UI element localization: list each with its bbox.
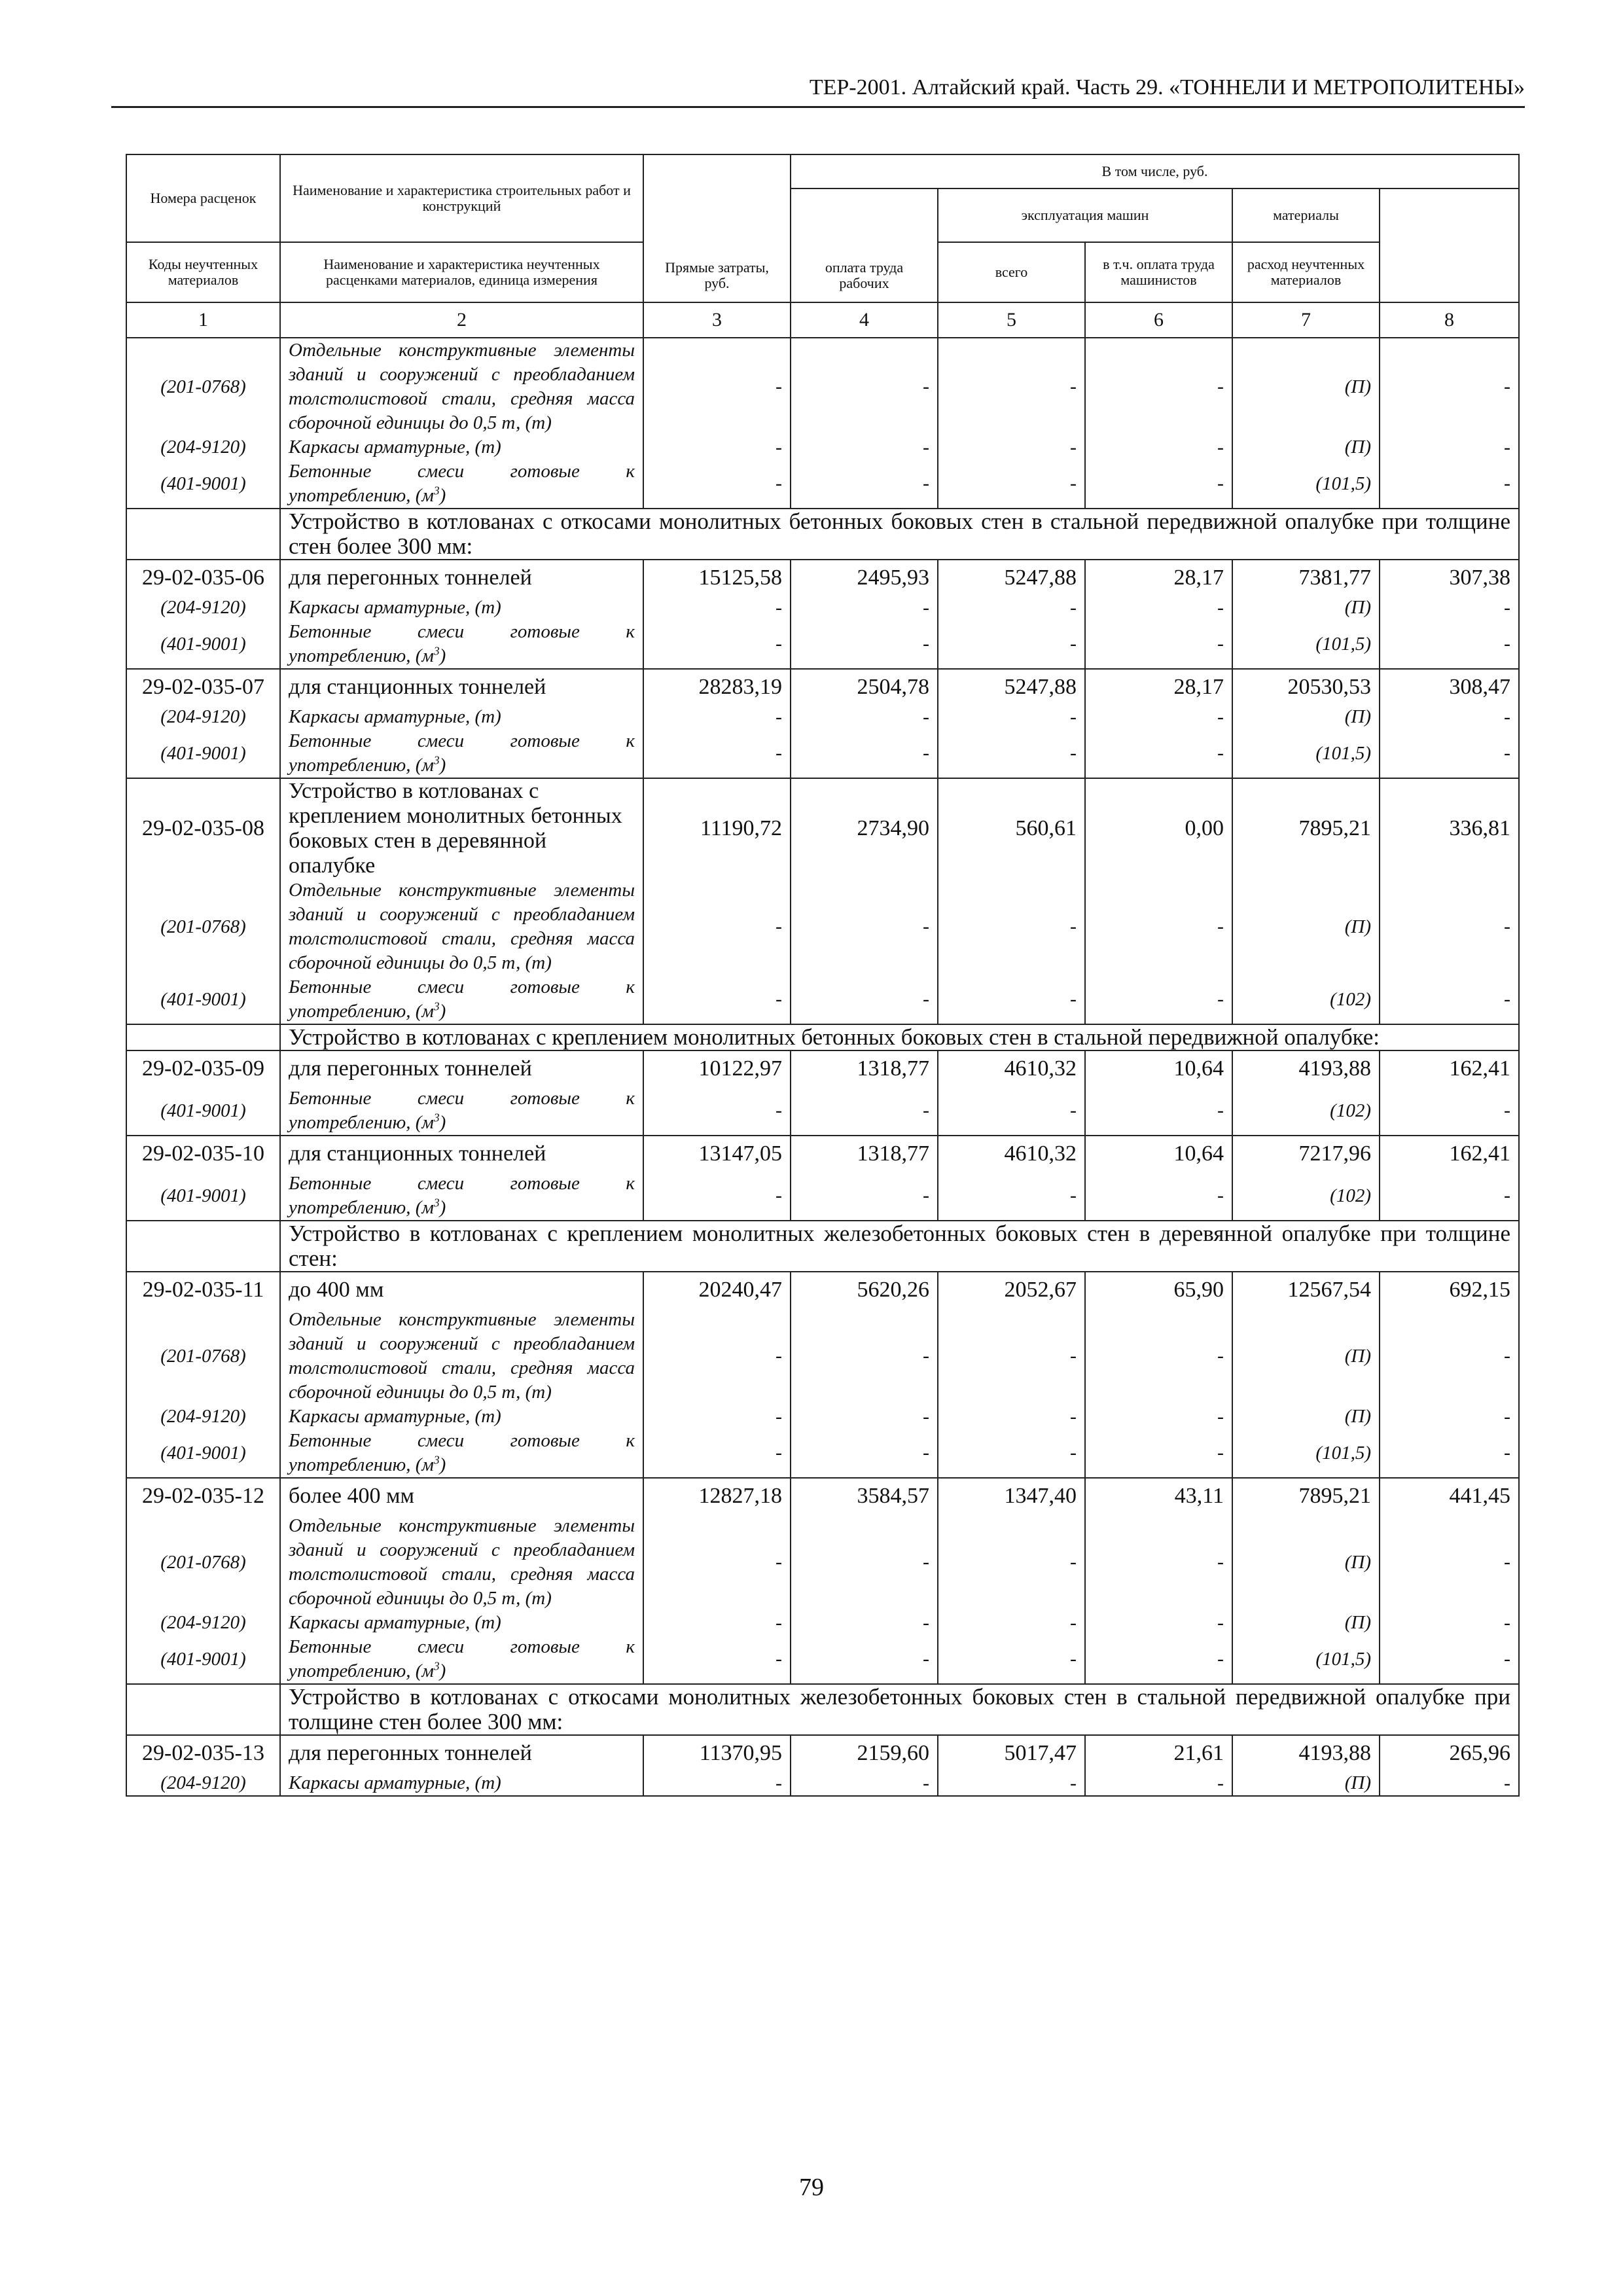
machinist-pay-value: 28,17: [1085, 669, 1232, 705]
section-heading-row: [126, 1221, 1519, 1272]
worker-pay-value: 2159,60: [791, 1735, 938, 1771]
header-material-codes: Коды неучтенных материалов: [126, 242, 280, 302]
direct-costs-value: 28283,19: [643, 669, 791, 705]
material-consumption-value: (П): [1232, 878, 1380, 975]
machines-total-value: -: [938, 1308, 1085, 1405]
worker-pay-value: -: [791, 1086, 938, 1136]
worker-pay-value: 2504,78: [791, 669, 938, 705]
machines-total-value: 5247,88: [938, 560, 1085, 596]
labor-hours-value: -: [1380, 1429, 1519, 1478]
machinist-pay-value: -: [1085, 596, 1232, 620]
section-heading: Устройство в котлованах с откосами монолитных железобетонных боковых стен в стальной передвижной опалубке при толщине стен более 300 мм:: [280, 1684, 1519, 1735]
direct-costs-value: 10122,97: [643, 1050, 791, 1086]
material-code: (201-0768): [126, 1308, 280, 1405]
material-code: (401-9001): [126, 1086, 280, 1136]
material-code: (204-9120): [126, 1405, 280, 1429]
material-code: (401-9001): [126, 1172, 280, 1221]
machines-total-value: 4610,32: [938, 1050, 1085, 1086]
header-work-name: Наименование и характеристика строительных работ и конструкций: [280, 154, 643, 242]
rate-code: 29-02-035-07: [126, 669, 280, 705]
rate-code: 29-02-035-13: [126, 1735, 280, 1771]
machinist-pay-value: -: [1085, 1172, 1232, 1221]
material-row: [126, 705, 1519, 729]
rate-code: 29-02-035-11: [126, 1272, 280, 1308]
material-code: (401-9001): [126, 1635, 280, 1684]
direct-costs-value: 12827,18: [643, 1478, 791, 1514]
direct-costs-value: 13147,05: [643, 1136, 791, 1172]
worker-pay-value: -: [791, 1172, 938, 1221]
material-row: [126, 459, 1519, 509]
worker-pay-value: -: [791, 1771, 938, 1796]
direct-costs-value: -: [643, 1172, 791, 1221]
machines-total-value: 5247,88: [938, 669, 1085, 705]
worker-pay-value: -: [791, 1611, 938, 1635]
material-row: [126, 975, 1519, 1024]
direct-costs-value: 15125,58: [643, 560, 791, 596]
labor-hours-value: -: [1380, 1086, 1519, 1136]
material-row: [126, 1611, 1519, 1635]
work-name: для станционных тоннелей: [280, 669, 643, 705]
header-machinist-pay: в т.ч. оплата труда машинистов: [1085, 242, 1232, 302]
worker-pay-value: -: [791, 878, 938, 975]
material-code: (201-0768): [126, 1514, 280, 1611]
direct-costs-value: -: [643, 729, 791, 778]
machinist-pay-value: 10,64: [1085, 1050, 1232, 1086]
machinist-pay-value: 65,90: [1085, 1272, 1232, 1308]
direct-costs-value: 20240,47: [643, 1272, 791, 1308]
material-consumption-value: (101,5): [1232, 1635, 1380, 1684]
material-code: (204-9120): [126, 1771, 280, 1796]
material-consumption-value: (П): [1232, 596, 1380, 620]
material-row: [126, 1514, 1519, 1611]
material-consumption-value: (П): [1232, 705, 1380, 729]
material-row: [126, 1308, 1519, 1405]
direct-costs-value: -: [643, 596, 791, 620]
header-material-name: Наименование и характеристика неучтенных расценками материалов, единица измерения: [280, 242, 643, 302]
material-row: [126, 1635, 1519, 1684]
material-name: Бетонные смеси готовые к употреблению, $(м^3)$: [280, 975, 643, 1024]
material-consumption-value: (П): [1232, 1514, 1380, 1611]
rate-code: 29-02-035-06: [126, 560, 280, 596]
material-name: Бетонные смеси готовые к употреблению, $(м^3)$: [280, 1635, 643, 1684]
material-row: [126, 620, 1519, 669]
worker-pay-value: -: [791, 620, 938, 669]
machines-total-value: -: [938, 596, 1085, 620]
labor-hours-value: 441,45: [1380, 1478, 1519, 1514]
column-number: 5: [938, 302, 1085, 338]
worker-pay-value: -: [791, 729, 938, 778]
rate-row: [126, 1735, 1519, 1771]
material-consumption-value: 4193,88: [1232, 1735, 1380, 1771]
material-name: Бетонные смеси готовые к употреблению, $(м^3)$: [280, 1086, 643, 1136]
material-name: Отдельные конструктивные элементы зданий и сооружений с преобладанием толстолистовой стали, средняя масса сборочной единицы до 0,5 т, (т): [280, 1514, 643, 1611]
direct-costs-value: -: [643, 1405, 791, 1429]
material-consumption-value: (102): [1232, 1172, 1380, 1221]
material-row: [126, 878, 1519, 975]
column-number: 8: [1380, 302, 1519, 338]
material-consumption-value: (102): [1232, 975, 1380, 1024]
worker-pay-value: -: [791, 1429, 938, 1478]
material-row: [126, 338, 1519, 435]
work-name: до 400 мм: [280, 1272, 643, 1308]
labor-hours-value: 162,41: [1380, 1136, 1519, 1172]
rate-code: 29-02-035-08: [126, 778, 280, 878]
rate-row: [126, 778, 1519, 878]
worker-pay-value: -: [791, 459, 938, 509]
direct-costs-value: -: [643, 435, 791, 459]
labor-hours-value: -: [1380, 705, 1519, 729]
labor-hours-value: -: [1380, 338, 1519, 435]
labor-hours-value: 307,38: [1380, 560, 1519, 596]
worker-pay-value: -: [791, 1514, 938, 1611]
machines-total-value: -: [938, 1086, 1085, 1136]
worker-pay-value: -: [791, 435, 938, 459]
material-name: Каркасы арматурные, (т): [280, 705, 643, 729]
material-code: (401-9001): [126, 1429, 280, 1478]
column-number: 2: [280, 302, 643, 338]
machines-total-value: -: [938, 1611, 1085, 1635]
direct-costs-value: -: [643, 620, 791, 669]
machines-total-value: -: [938, 1172, 1085, 1221]
table-header: [126, 154, 1519, 338]
machines-total-value: 560,61: [938, 778, 1085, 878]
material-name: Бетонные смеси готовые к употреблению, $(м^3)$: [280, 729, 643, 778]
worker-pay-value: -: [791, 705, 938, 729]
header-including: В том числе, руб.: [791, 154, 1519, 188]
machines-total-value: -: [938, 705, 1085, 729]
material-code: (201-0768): [126, 878, 280, 975]
machinist-pay-value: -: [1085, 459, 1232, 509]
machinist-pay-value: -: [1085, 1514, 1232, 1611]
rate-code: 29-02-035-12: [126, 1478, 280, 1514]
direct-costs-value: 11190,72: [643, 778, 791, 878]
labor-hours-value: -: [1380, 1635, 1519, 1684]
material-row: [126, 1086, 1519, 1136]
header-materials: материалы: [1232, 188, 1380, 242]
machines-total-value: -: [938, 878, 1085, 975]
material-name: Отдельные конструктивные элементы зданий и сооружений с преобладанием толстолистовой стали, средняя масса сборочной единицы до 0,5 т, (т): [280, 878, 643, 975]
direct-costs-value: -: [643, 1514, 791, 1611]
material-consumption-value: (101,5): [1232, 459, 1380, 509]
material-code: (401-9001): [126, 975, 280, 1024]
column-number-row: [126, 302, 1519, 338]
machines-total-value: -: [938, 338, 1085, 435]
column-number: 3: [643, 302, 791, 338]
material-name: Каркасы арматурные, (т): [280, 1771, 643, 1796]
labor-hours-value: -: [1380, 1405, 1519, 1429]
header-material-consumption: расход неучтенных материалов: [1232, 242, 1380, 302]
worker-pay-value: -: [791, 596, 938, 620]
rate-row: [126, 1478, 1519, 1514]
material-code: (401-9001): [126, 729, 280, 778]
worker-pay-value: 1318,77: [791, 1136, 938, 1172]
material-code: (401-9001): [126, 620, 280, 669]
machines-total-value: -: [938, 729, 1085, 778]
work-name: для перегонных тоннелей: [280, 560, 643, 596]
section-heading: Устройство в котлованах с креплением монолитных бетонных боковых стен в стальной передвижной опалубке:: [280, 1024, 1519, 1050]
rate-code: 29-02-035-09: [126, 1050, 280, 1086]
direct-costs-value: -: [643, 1771, 791, 1796]
section-code-cell: [126, 1221, 280, 1272]
machines-total-value: 2052,67: [938, 1272, 1085, 1308]
rate-row: [126, 669, 1519, 705]
section-heading-row: [126, 509, 1519, 560]
machinist-pay-value: -: [1085, 435, 1232, 459]
machinist-pay-value: -: [1085, 878, 1232, 975]
labor-hours-value: -: [1380, 596, 1519, 620]
labor-hours-value: -: [1380, 1308, 1519, 1405]
direct-costs-value: -: [643, 1086, 791, 1136]
machines-total-value: -: [938, 1514, 1085, 1611]
machines-total-value: -: [938, 459, 1085, 509]
worker-pay-value: -: [791, 338, 938, 435]
worker-pay-value: 3584,57: [791, 1478, 938, 1514]
material-name: Каркасы арматурные, (т): [280, 1405, 643, 1429]
rate-row: [126, 1050, 1519, 1086]
direct-costs-value: -: [643, 1429, 791, 1478]
header-rate-numbers: Номера расценок: [126, 154, 280, 242]
table-body: [126, 338, 1519, 1796]
machines-total-value: -: [938, 975, 1085, 1024]
machines-total-value: 5017,47: [938, 1735, 1085, 1771]
labor-hours-value: -: [1380, 459, 1519, 509]
material-code: (204-9120): [126, 705, 280, 729]
labor-hours-value: 692,15: [1380, 1272, 1519, 1308]
material-consumption-value: 7895,21: [1232, 1478, 1380, 1514]
header-machines-total: всего: [938, 242, 1085, 302]
machinist-pay-value: 43,11: [1085, 1478, 1232, 1514]
material-consumption-value: (101,5): [1232, 1429, 1380, 1478]
running-header: [111, 72, 1525, 108]
work-name: более 400 мм: [280, 1478, 643, 1514]
machinist-pay-value: -: [1085, 705, 1232, 729]
machines-total-value: -: [938, 1405, 1085, 1429]
material-row: [126, 1771, 1519, 1796]
material-row: [126, 596, 1519, 620]
machinist-pay-value: -: [1085, 1086, 1232, 1136]
work-name: для перегонных тоннелей: [280, 1735, 643, 1771]
work-name: Устройство в котлованах с креплением монолитных бетонных боковых стен в деревянной опалубке: [280, 778, 643, 878]
rate-row: [126, 560, 1519, 596]
worker-pay-value: -: [791, 1308, 938, 1405]
machinist-pay-value: -: [1085, 1429, 1232, 1478]
material-consumption-value: (102): [1232, 1086, 1380, 1136]
machines-total-value: -: [938, 1429, 1085, 1478]
material-name: Бетонные смеси готовые к употреблению, $(м^3)$: [280, 1429, 643, 1478]
material-consumption-value: 7895,21: [1232, 778, 1380, 878]
labor-hours-value: -: [1380, 975, 1519, 1024]
machinist-pay-value: -: [1085, 1635, 1232, 1684]
column-number: 4: [791, 302, 938, 338]
page-number: 79: [799, 2174, 824, 2201]
material-consumption-value: (П): [1232, 1405, 1380, 1429]
direct-costs-value: -: [643, 459, 791, 509]
rate-code: 29-02-035-10: [126, 1136, 280, 1172]
worker-pay-value: 2495,93: [791, 560, 938, 596]
direct-costs-value: -: [643, 1308, 791, 1405]
column-number: 7: [1232, 302, 1380, 338]
labor-hours-value: -: [1380, 729, 1519, 778]
labor-hours-value: -: [1380, 620, 1519, 669]
worker-pay-value: -: [791, 975, 938, 1024]
labor-hours-value: 336,81: [1380, 778, 1519, 878]
material-consumption-value: (П): [1232, 1771, 1380, 1796]
material-row: [126, 1429, 1519, 1478]
labor-hours-value: -: [1380, 878, 1519, 975]
machinist-pay-value: -: [1085, 1611, 1232, 1635]
material-name: Каркасы арматурные, (т): [280, 435, 643, 459]
material-consumption-value: (П): [1232, 435, 1380, 459]
material-consumption-value: (П): [1232, 1611, 1380, 1635]
direct-costs-value: -: [643, 878, 791, 975]
material-consumption-value: 20530,53: [1232, 669, 1380, 705]
machinist-pay-value: -: [1085, 338, 1232, 435]
material-name: Бетонные смеси готовые к употреблению, $(м^3)$: [280, 1172, 643, 1221]
material-row: [126, 729, 1519, 778]
material-name: Отдельные конструктивные элементы зданий и сооружений с преобладанием толстолистовой стали, средняя масса сборочной единицы до 0,5 т, (т): [280, 338, 643, 435]
machinist-pay-value: 10,64: [1085, 1136, 1232, 1172]
material-name: Отдельные конструктивные элементы зданий и сооружений с преобладанием толстолистовой стали, средняя масса сборочной единицы до 0,5 т, (т): [280, 1308, 643, 1405]
work-name: для перегонных тоннелей: [280, 1050, 643, 1086]
machinist-pay-value: -: [1085, 1308, 1232, 1405]
material-consumption-value: 7381,77: [1232, 560, 1380, 596]
direct-costs-value: -: [643, 1611, 791, 1635]
material-consumption-value: 12567,54: [1232, 1272, 1380, 1308]
header-machines: эксплуатация машин: [938, 188, 1232, 242]
machinist-pay-value: -: [1085, 1405, 1232, 1429]
material-consumption-value: 7217,96: [1232, 1136, 1380, 1172]
running-title: ТЕР-2001. Алтайский край. Часть 29. «ТОННЕЛИ И МЕТРОПОЛИТЕНЫ»: [809, 75, 1525, 99]
worker-pay-value: -: [791, 1405, 938, 1429]
machinist-pay-value: 21,61: [1085, 1735, 1232, 1771]
direct-costs-value: -: [643, 338, 791, 435]
labor-hours-value: 162,41: [1380, 1050, 1519, 1086]
material-code: (204-9120): [126, 435, 280, 459]
machinist-pay-value: 28,17: [1085, 560, 1232, 596]
machines-total-value: 4610,32: [938, 1136, 1085, 1172]
column-number: 6: [1085, 302, 1232, 338]
machines-total-value: -: [938, 620, 1085, 669]
material-code: (204-9120): [126, 1611, 280, 1635]
machines-total-value: -: [938, 435, 1085, 459]
rate-row: [126, 1136, 1519, 1172]
section-heading: Устройство в котлованах с откосами монолитных бетонных боковых стен в стальной передвижной опалубке при толщине стен более 300 мм:: [280, 509, 1519, 560]
work-name: для станционных тоннелей: [280, 1136, 643, 1172]
section-code-cell: [126, 1024, 280, 1050]
labor-hours-value: -: [1380, 1611, 1519, 1635]
header-direct-costs: Прямые затраты, руб.: [643, 154, 791, 302]
machines-total-value: -: [938, 1635, 1085, 1684]
labor-hours-value: 308,47: [1380, 669, 1519, 705]
material-name: Бетонные смеси готовые к употреблению, $(м^3)$: [280, 459, 643, 509]
worker-pay-value: -: [791, 1635, 938, 1684]
material-consumption-value: 4193,88: [1232, 1050, 1380, 1086]
section-code-cell: [126, 509, 280, 560]
material-code: (401-9001): [126, 459, 280, 509]
material-code: (201-0768): [126, 338, 280, 435]
material-code: (204-9120): [126, 596, 280, 620]
labor-hours-value: 265,96: [1380, 1735, 1519, 1771]
direct-costs-value: -: [643, 975, 791, 1024]
rates-table: [126, 154, 1520, 1797]
machinist-pay-value: -: [1085, 729, 1232, 778]
material-consumption-value: (101,5): [1232, 620, 1380, 669]
worker-pay-value: 2734,90: [791, 778, 938, 878]
material-consumption-value: (П): [1232, 338, 1380, 435]
direct-costs-value: -: [643, 705, 791, 729]
material-name: Бетонные смеси готовые к употреблению, $(м^3)$: [280, 620, 643, 669]
machinist-pay-value: -: [1085, 620, 1232, 669]
labor-hours-value: -: [1380, 435, 1519, 459]
machinist-pay-value: -: [1085, 975, 1232, 1024]
section-code-cell: [126, 1684, 280, 1735]
section-heading-row: [126, 1024, 1519, 1050]
direct-costs-value: -: [643, 1635, 791, 1684]
column-number: 1: [126, 302, 280, 338]
machinist-pay-value: -: [1085, 1771, 1232, 1796]
worker-pay-value: 5620,26: [791, 1272, 938, 1308]
material-row: [126, 435, 1519, 459]
worker-pay-value: 1318,77: [791, 1050, 938, 1086]
material-row: [126, 1172, 1519, 1221]
section-heading-row: [126, 1684, 1519, 1735]
material-row: [126, 1405, 1519, 1429]
header-worker-pay: оплата труда рабочих: [791, 188, 938, 302]
rate-row: [126, 1272, 1519, 1308]
machines-total-value: -: [938, 1771, 1085, 1796]
labor-hours-value: -: [1380, 1172, 1519, 1221]
machines-total-value: 1347,40: [938, 1478, 1085, 1514]
material-name: Каркасы арматурные, (т): [280, 596, 643, 620]
labor-hours-value: -: [1380, 1771, 1519, 1796]
material-consumption-value: (П): [1232, 1308, 1380, 1405]
section-heading: Устройство в котлованах с креплением монолитных железобетонных боковых стен в деревянной опалубке при толщине стен:: [280, 1221, 1519, 1272]
direct-costs-value: 11370,95: [643, 1735, 791, 1771]
labor-hours-value: -: [1380, 1514, 1519, 1611]
machinist-pay-value: 0,00: [1085, 778, 1232, 878]
material-consumption-value: (101,5): [1232, 729, 1380, 778]
material-name: Каркасы арматурные, (т): [280, 1611, 643, 1635]
